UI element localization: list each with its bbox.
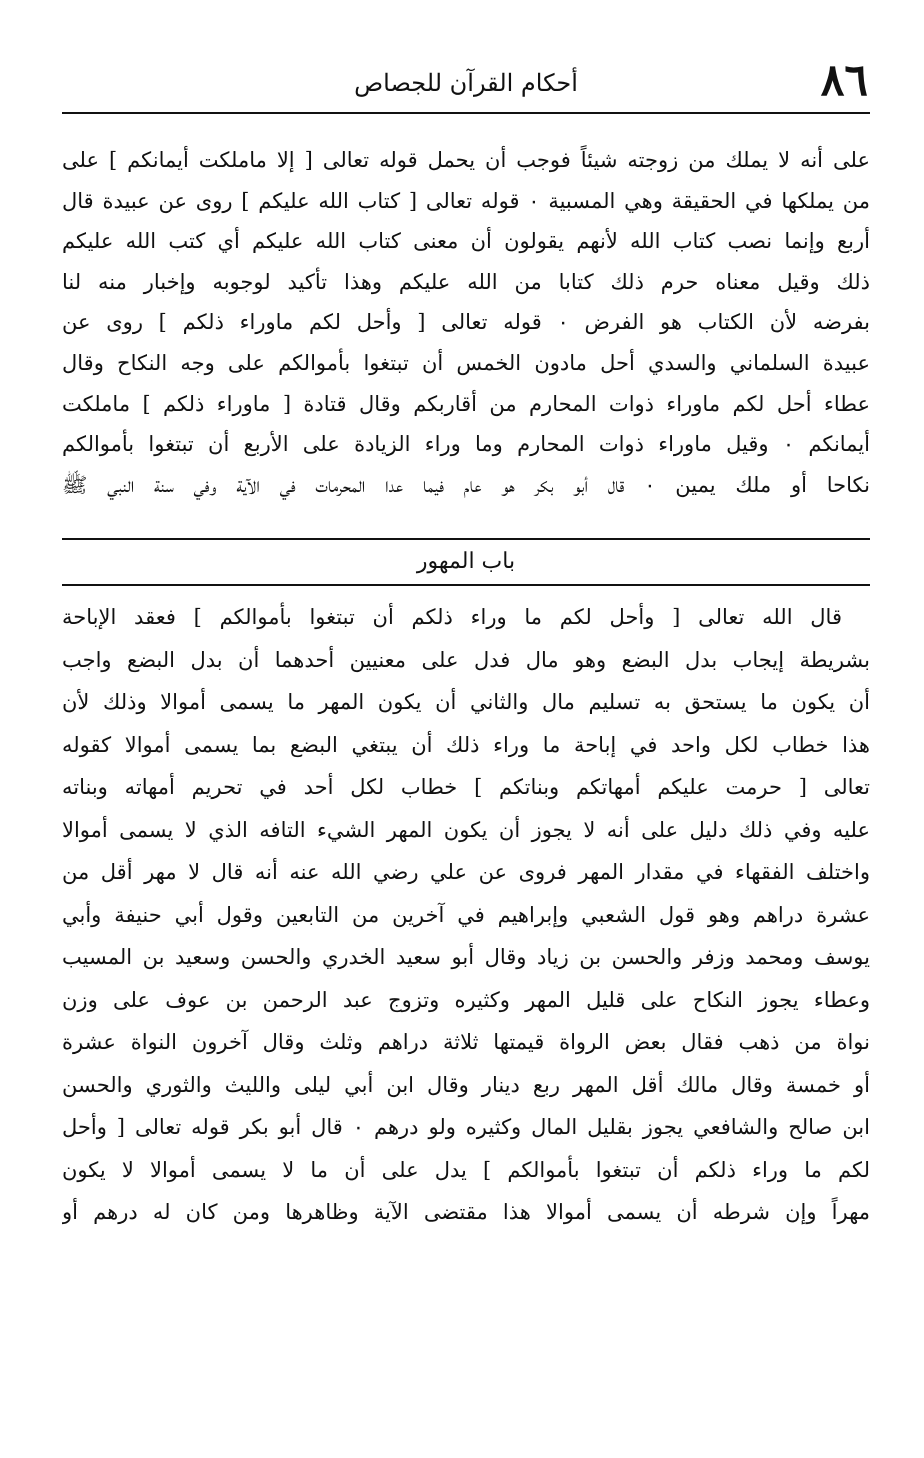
text-line: قال الله تعالى [ وأحل لكم ما وراء ذلكم أن تبتغوا بأموالكم ] فعقد الإباحة [62, 605, 842, 629]
text-line: أيمانكم ۰ وقيل ماوراء ذوات المحارم وما وراء الزيادة على الأربع أن تبتغوا بأموالكم [62, 432, 870, 457]
text-line: بفرضه لأن الكتاب هو الفرض ۰ قوله تعالى [ وأحل لكم ماوراء ذلكم ] روى عن [62, 310, 870, 335]
text-line: هذا خطاب لكل واحد في إباحة ما وراء ذلك أن يبتغي البضع بما يسمى أموالا كقوله [62, 732, 870, 757]
text-line: أو خمسة وقال مالك أقل المهر ربع دينار وقال ابن أبي ليلى والليث والثوري والحسن [62, 1072, 870, 1097]
text-line: عليه وفي ذلك دليل على أنه لا يجوز أن يكون المهر الشيء التافه الذي لا يسمى أموالا [62, 817, 870, 842]
section-divider-bottom [62, 584, 870, 586]
text-line: عطاء أحل لكم ماوراء ذوات المحارم من أقاربكم وقال قتادة [ ماوراء ذلكم ] ماملكت [62, 391, 870, 416]
text-line: نواة من ذهب فقال بعض الرواة قيمتها ثلاثة دراهم وثلث وقال آخرون النواة عشرة [62, 1030, 870, 1054]
text-line: تعالى [ حرمت عليكم أمهاتكم وبناتكم ] خطاب لكل أحد في تحريم أمهاته وبناته [62, 775, 870, 799]
text-line: واختلف الفقهاء في مقدار المهر فروى عن علي رضي الله عنه أنه قال لا مهر أقل من [62, 860, 870, 884]
text-line: بشريطة إيجاب بدل البضع وهو مال فدل على معنيين أحدهما أن بدل البضع واجب [62, 647, 870, 672]
text-line: وعطاء يجوز النكاح على قليل المهر وكثيره وتزوج عبد الرحمن بن عوف على وزن [62, 987, 870, 1012]
header-divider [62, 112, 870, 114]
section-heading: باب المهور [416, 549, 516, 574]
text-line: نكاحا أو ملك يمين ۰ قال أبو بكر هو عام فيما عدا المحرمات في الآية وفي سنة النبي ﷺ [62, 472, 870, 497]
page-header [62, 55, 870, 110]
text-line: عبيدة السلماني والسدي أحل مادون الخمس أن تبتغوا بأموالكم على وجه النكاح وقال [62, 350, 870, 375]
page-number: ٨٦ [820, 55, 868, 106]
text-line: يوسف ومحمد وزفر والحسن بن زياد وقال أبو سعيد الخدري والحسن وسعيد بن المسيب [62, 945, 870, 969]
text-line: على أنه لا يملك من زوجته شيئاً فوجب أن يحمل قوله تعالى [ إلا ماملكت أيمانكم ] على [62, 148, 870, 172]
text-line: أن يكون ما يستحق به تسليم مال والثاني أن يكون المهر ما يسمى أموالا وذلك لأن [62, 690, 870, 714]
body-text-block [62, 140, 870, 505]
text-line: أربع وإنما نصب كتاب الله لأنهم يقولون أن معنى كتاب الله عليكم أي كتب الله عليكم [62, 229, 870, 254]
text-line: من يملكها في الحقيقة وهي المسبية ۰ قوله تعالى [ كتاب الله عليكم ] روى عن عبيدة قال [62, 188, 870, 213]
section-divider-top [62, 538, 870, 540]
section-text-block [62, 596, 870, 1234]
text-line: ابن صالح والشافعي يجوز بقليل المال وكثيره ولو درهم ۰ قال أبو بكر قوله تعالى [ وأحل [62, 1115, 870, 1139]
book-page [62, 0, 870, 1458]
text-line: مهراً وإن شرطه أن يسمى أموالا هذا مقتضى الآية وظاهرها ومن كان له درهم أو [62, 1200, 870, 1224]
text-line: لكم ما وراء ذلكم أن تبتغوا بأموالكم ] يدل على أن ما لا يسمى أموالا لا يكون [62, 1157, 870, 1182]
text-line: ذلك وقيل معناه حرم ذلك كتابا من الله عليكم وهذا تأكيد لوجوبه وإخبار منه لنا [62, 269, 870, 294]
running-title: أحكام القرآن للجصاص [354, 69, 578, 97]
text-line: عشرة دراهم وهو قول الشعبي وإبراهيم في آخرين من التابعين وقول أبي حنيفة وأبي [62, 902, 870, 927]
